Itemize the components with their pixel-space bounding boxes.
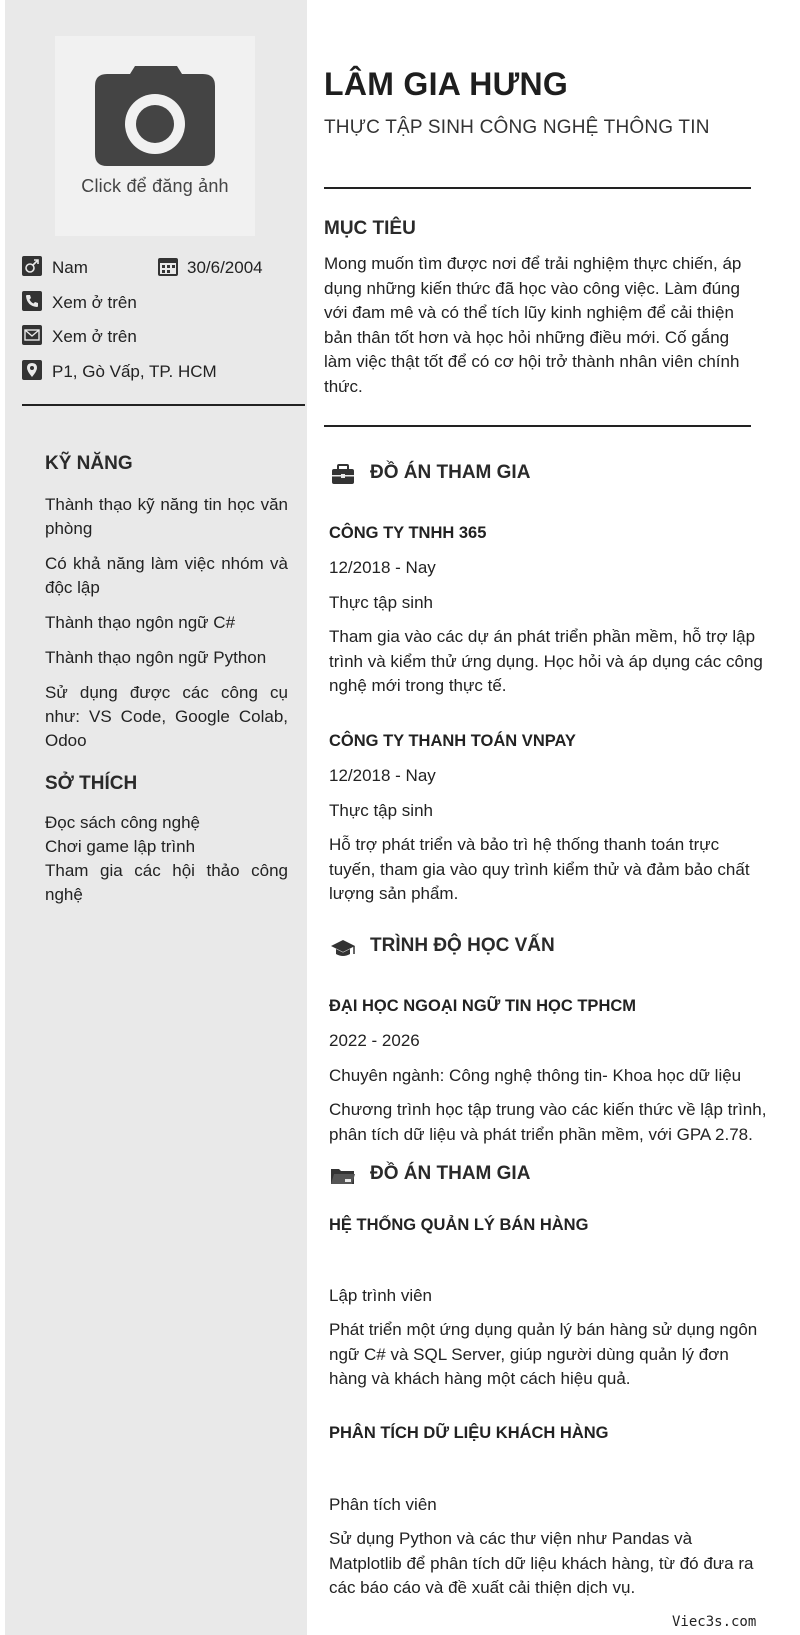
experience-title: ĐỒ ÁN THAM GIA: [370, 462, 531, 483]
phone-icon: [22, 291, 42, 311]
header-divider: [324, 187, 751, 189]
candidate-role: THỰC TẬP SINH CÔNG NGHỆ THÔNG TIN: [324, 117, 710, 138]
experience-period: 12/2018 - Nay: [329, 766, 436, 785]
email-icon: [22, 325, 42, 345]
skills-title: KỸ NĂNG: [45, 453, 133, 474]
birthday-value: 30/6/2004: [187, 258, 263, 277]
education-title: TRÌNH ĐỘ HỌC VẤN: [370, 935, 555, 956]
camera-icon: [55, 36, 255, 236]
project-role: Phân tích viên: [329, 1495, 437, 1514]
objective-title: MỤC TIÊU: [324, 218, 416, 239]
folder-icon: [330, 1165, 356, 1187]
projects-title: ĐỒ ÁN THAM GIA: [370, 1163, 531, 1184]
skill-item: Thành thạo ngôn ngữ Python: [45, 648, 267, 667]
address-value: P1, Gò Vấp, TP. HCM: [52, 362, 217, 381]
education-description: Chương trình học tập trung vào các kiến thức về lập trình, phân tích dữ liệu và phát triển phần mềm, với GPA 2.78.: [329, 1100, 767, 1144]
calendar-icon: [158, 256, 178, 276]
phone-value: Xem ở trên: [52, 293, 137, 312]
skill-item: Sử dụng được các công cụ như: VS Code, Google Colab, Odoo: [45, 683, 288, 750]
project-name: PHÂN TÍCH DỮ LIỆU KHÁCH HÀNG: [329, 1424, 609, 1442]
gender-icon: [22, 256, 42, 276]
education-period: 2022 - 2026: [329, 1031, 420, 1050]
skill-item: Có khả năng làm việc nhóm và độc lập: [45, 554, 288, 597]
experience-position: Thực tập sinh: [329, 593, 433, 612]
experience-period: 12/2018 - Nay: [329, 558, 436, 577]
hobbies-title: SỞ THÍCH: [45, 773, 138, 794]
experience-position: Thực tập sinh: [329, 801, 433, 820]
hobby-item: Tham gia các hội thảo công nghệ: [45, 861, 288, 904]
project-description: Phát triển một ứng dụng quản lý bán hàng sử dụng ngôn ngữ C# và SQL Server, giúp người dùng quản lý đơn hàng và khách hàng một cách hiệu quả.: [329, 1320, 758, 1389]
education-major: Chuyên ngành: Công nghệ thông tin- Khoa học dữ liệu: [329, 1066, 742, 1085]
gender-value: Nam: [52, 258, 88, 277]
education-school: ĐẠI HỌC NGOẠI NGỮ TIN HỌC TPHCM: [329, 997, 637, 1015]
photo-caption: Click để đăng ảnh: [81, 176, 229, 196]
objective-text: Mong muốn tìm được nơi để trải nghiệm thực chiến, áp dụng những kiến thức đã học vào công việc. Làm đúng với đam mê và có thể tích lũy kinh nghiệm để cải thiện bản thân tốt hơn và học hỏi những điều mới. Cố gắng làm việc thật tốt để có cơ hội trở thành nhân viên chính thức.: [324, 254, 742, 396]
hobby-item: Đọc sách công nghệ: [45, 813, 200, 832]
location-pin-icon: [22, 360, 42, 380]
candidate-name: LÂM GIA HƯNG: [324, 66, 569, 102]
experience-company: CÔNG TY TNHH 365: [329, 524, 487, 542]
objective-divider: [324, 425, 751, 427]
briefcase-icon: [330, 464, 356, 486]
skills-section: [45, 453, 288, 753]
experience-description: Hỗ trợ phát triển và bảo trì hệ thống thanh toán trực tuyến, tham gia vào quy trình kiểm thử và đảm bảo chất lượng sản phẩm.: [329, 835, 750, 904]
photo-upload[interactable]: [55, 36, 255, 236]
footer-watermark: Viec3s.com: [672, 1614, 757, 1630]
hobby-item: Chơi game lập trình: [45, 837, 196, 856]
graduation-cap-icon: [330, 937, 356, 959]
experience-company: CÔNG TY THANH TOÁN VNPAY: [329, 732, 576, 750]
project-role: Lập trình viên: [329, 1286, 433, 1305]
email-value: Xem ở trên: [52, 327, 137, 346]
project-description: Sử dụng Python và các thư viện như Pandas và Matplotlib để phân tích dữ liệu khách hàng, từ đó đưa ra các báo cáo và đề xuất cải thiện dịch vụ.: [329, 1529, 754, 1598]
skill-item: Thành thạo ngôn ngữ C#: [45, 613, 236, 632]
experience-description: Tham gia vào các dự án phát triển phần mềm, hỗ trợ lập trình và kiểm thử ứng dụng. Học hỏi và áp dụng các công nghệ mới trong thực tế.: [329, 627, 763, 696]
sidebar-divider: [22, 404, 305, 406]
hobbies-section: [45, 773, 288, 907]
skill-item: Thành thạo kỹ năng tin học văn phòng: [45, 495, 288, 538]
sidebar: [5, 0, 307, 1635]
project-name: HỆ THỐNG QUẢN LÝ BÁN HÀNG: [329, 1216, 589, 1234]
